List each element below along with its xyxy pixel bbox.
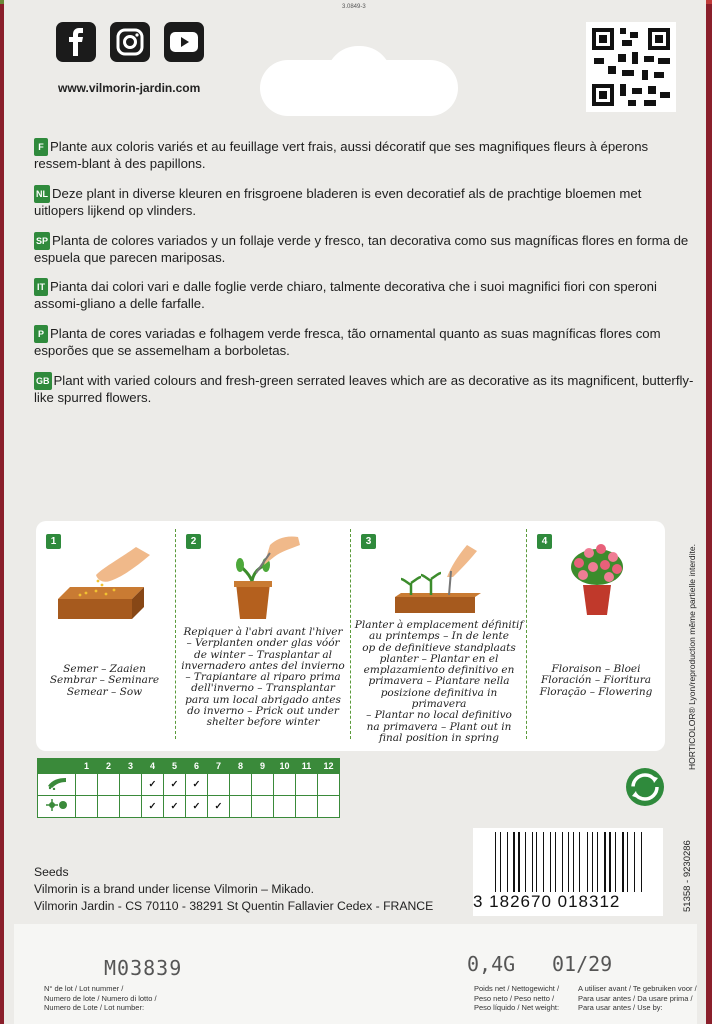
print-code: 3.0849-3 — [342, 4, 366, 10]
month-header: 7 — [208, 759, 230, 774]
step-1 — [36, 521, 173, 751]
language-badge: GB — [34, 372, 52, 390]
barcode-bar — [546, 832, 547, 892]
month-header: 6 — [186, 759, 208, 774]
calendar-row — [38, 774, 340, 796]
barcode-bar — [559, 832, 561, 892]
weight-labels: Poids net / Nettogewicht / Peso neto / Peso netto / Peso líquido / Net weight: — [474, 984, 560, 1012]
barcode-bar — [504, 832, 506, 892]
calendar-cell — [76, 796, 98, 818]
step-4-text: Floraison – Bloei Floración – Fioritura Floração – Flowering — [539, 663, 653, 698]
calendar-cell — [274, 774, 296, 796]
calendar-cell: ✓ — [142, 796, 164, 818]
description-nl — [34, 185, 694, 219]
barcode-bar — [589, 832, 590, 892]
month-header: 3 — [120, 759, 142, 774]
month-header: 12 — [318, 759, 340, 774]
calendar-corner — [38, 759, 76, 774]
copyright-vertical-text: HORTICOLOR® Lyon/reproduction même partielle interdite. — [687, 544, 697, 770]
calendar-cell — [120, 774, 142, 796]
description-f — [34, 138, 694, 172]
calendar-cell — [252, 774, 274, 796]
calendar-cell — [120, 796, 142, 818]
description-text: Deze plant in diverse kleuren en frisgroene bladeren is even decoratief als de prachtige bloemen met uitlopers lijkend op vlinders. — [34, 185, 642, 218]
calendar-cell — [318, 774, 340, 796]
sowing-calendar — [37, 758, 340, 818]
language-badge: P — [34, 325, 48, 343]
step-3 — [351, 521, 526, 751]
instagram-icon[interactable] — [110, 22, 150, 62]
transplant-illustration — [226, 535, 306, 619]
barcode-bar — [577, 832, 578, 892]
step-number: 2 — [186, 534, 201, 549]
barcode-bar — [518, 832, 520, 892]
lot-labels: N° de lot / Lot nummer / Numero de lote / Numero di lotto / Numero de Lote / Lot number: — [44, 984, 157, 1012]
calendar-cell — [230, 774, 252, 796]
calendar-cell: ✓ — [208, 796, 230, 818]
barcode-bar — [516, 832, 517, 892]
barcode-bar — [609, 832, 610, 892]
lot-number: M03839 — [104, 956, 183, 980]
month-header: 9 — [252, 759, 274, 774]
barcode-bar — [642, 832, 643, 892]
barcode-bar — [513, 832, 514, 892]
barcode-bar — [622, 832, 623, 892]
barcode-bar — [636, 832, 637, 892]
barcode-bar — [552, 832, 553, 892]
step-1-text: Semer – Zaaien Sembrar – Seminare Semear – Sow — [49, 663, 160, 698]
calendar-cell — [98, 796, 120, 818]
calendar-row — [38, 796, 340, 818]
barcode-bar — [604, 832, 606, 892]
growing-steps-panel — [36, 521, 665, 751]
barcode-bar — [497, 832, 498, 892]
seed-packet-back — [4, 0, 706, 1024]
month-header: 2 — [98, 759, 120, 774]
barcode-bar — [582, 832, 584, 892]
barcode-bar — [507, 832, 508, 892]
barcode-bar — [592, 832, 593, 892]
sowing-hand-icon — [38, 774, 76, 796]
barcode-bar — [579, 832, 580, 892]
barcode-bar — [495, 832, 496, 892]
barcode-number: 3 182670 018312 — [473, 892, 621, 911]
calendar-cell: ✓ — [142, 774, 164, 796]
barcode-bar — [528, 832, 529, 892]
barcode-bar — [555, 832, 556, 892]
step-2-text: Repiquer à l'abri avant l'hiver – Verplanten onder glas vóór de winter – Trasplantar al invernadero antes del invierno – Trapiantare al riparo prima dell'inverno – Transplantar para um local abrigado antes do inverno – Prick out under shelter before winter — [181, 626, 345, 729]
barcode-bar — [587, 832, 588, 892]
barcode-bar — [627, 832, 628, 892]
barcode-bar — [525, 832, 526, 892]
barcode-bar — [600, 832, 601, 892]
month-header: 4 — [142, 759, 164, 774]
description-text: Planta de colores variados y un follaje verde y fresco, tan decorativa como sus magníficas flores en forma de espuela que parecen mariposas. — [34, 232, 689, 265]
barcode-bar — [523, 832, 524, 892]
barcode-bar — [573, 832, 574, 892]
calendar-cell — [252, 796, 274, 818]
flower-sun-icon — [38, 796, 76, 818]
language-badge: NL — [34, 185, 50, 203]
step-number: 4 — [537, 534, 552, 549]
description-text: Plant with varied colours and fresh-green serrated leaves which are as decorative as its magnificent, butterfly-like spurred flowers. — [34, 372, 694, 405]
calendar-cell: ✓ — [164, 796, 186, 818]
barcode-bar — [540, 832, 542, 892]
barcode-bar — [532, 832, 533, 892]
green-dot-icon — [626, 768, 664, 806]
month-header: 10 — [274, 759, 296, 774]
barcode-bar — [536, 832, 537, 892]
description-text: Plante aux coloris variés et au feuillage vert frais, aussi décoratif que ses magnifiques fleurs à éperons ressem-blant à des papillons. — [34, 139, 649, 171]
language-badge: SP — [34, 232, 50, 250]
barcode-bar — [543, 832, 544, 892]
barcode-bar — [565, 832, 566, 892]
calendar-cell — [318, 796, 340, 818]
barcode-bar — [614, 832, 615, 892]
description-it — [34, 278, 694, 312]
barcode-bar — [634, 832, 635, 892]
product-code-vertical: 51358 - 9230286 — [682, 840, 693, 912]
calendar-cell — [98, 774, 120, 796]
description-sp — [34, 232, 694, 266]
bottom-flap — [14, 924, 697, 1024]
barcode — [473, 828, 663, 916]
step-3-text: Planter à emplacement définitif au printemps – In de lente op de definitieve standplaats planter – Plantar en el emplazamiento definitivo en primavera – Piantare nella posizione definitiva in primavera – Plantar no local definitivo na primavera – Plant out in final position in spring — [354, 619, 524, 744]
barcode-bar — [641, 832, 642, 892]
calendar-cell — [274, 796, 296, 818]
sowing-illustration — [56, 537, 156, 621]
youtube-icon[interactable] — [164, 22, 204, 62]
calendar-cell: ✓ — [186, 796, 208, 818]
barcode-bar — [618, 832, 619, 892]
description-gb — [34, 372, 694, 406]
flowering-pot-illustration — [565, 537, 629, 617]
website-link[interactable]: www.vilmorin-jardin.com — [58, 81, 201, 95]
description-text: Planta de cores variadas e folhagem verde fresca, tão ornamental quanto as suas magníficas flores com esporões que se assemelham a borboletas. — [34, 326, 661, 359]
net-weight: 0,4G — [467, 952, 516, 976]
plant-out-illustration — [391, 537, 481, 617]
facebook-icon[interactable] — [56, 22, 96, 62]
step-number: 3 — [361, 534, 376, 549]
date-labels: A utiliser avant / Te gebruiken voor / Para usar antes / Da usare prima / Para usar antes / Use by: — [578, 984, 697, 1012]
step-4 — [527, 521, 665, 751]
use-by-date: 01/29 — [552, 952, 613, 976]
calendar-cell — [208, 774, 230, 796]
language-badge: IT — [34, 278, 48, 296]
barcode-bar — [550, 832, 551, 892]
month-header: 5 — [164, 759, 186, 774]
language-badge: F — [34, 138, 48, 156]
barcode-bar — [631, 832, 633, 892]
hanger-hole — [260, 60, 458, 116]
barcode-bar — [570, 832, 571, 892]
description-p — [34, 325, 694, 359]
calendar-cell — [296, 796, 318, 818]
barcode-bar — [615, 832, 616, 892]
barcode-bars — [495, 832, 645, 892]
calendar-cell: ✓ — [186, 774, 208, 796]
month-header: 1 — [76, 759, 98, 774]
calendar-cell — [230, 796, 252, 818]
barcode-bar — [568, 832, 569, 892]
calendar-cell — [296, 774, 318, 796]
barcode-bar — [625, 832, 626, 892]
calendar-cell: ✓ — [164, 774, 186, 796]
month-header: 8 — [230, 759, 252, 774]
barcode-bar — [562, 832, 563, 892]
calendar-cell — [76, 774, 98, 796]
barcode-bar — [595, 832, 596, 892]
step-2 — [176, 521, 351, 751]
legal-text: Seeds Vilmorin is a brand under license Vilmorin – Mikado. Vilmorin Jardin - CS 70110 - 38291 St Quentin Fallavier Cedex - FRANCE — [34, 865, 434, 913]
barcode-bar — [597, 832, 598, 892]
step-number: 1 — [46, 534, 61, 549]
month-header: 11 — [296, 759, 318, 774]
descriptions — [34, 138, 694, 419]
description-text: Pianta dai colori vari e dalle foglie verde chiaro, talmente decorativa che i suoi magnifici fiori con speroni assomi-gliano a delle farfalle. — [34, 279, 657, 312]
barcode-bar — [607, 832, 608, 892]
barcode-bar — [500, 832, 501, 892]
qr-code[interactable] — [586, 22, 676, 112]
barcode-bar — [534, 832, 535, 892]
barcode-bar — [509, 832, 510, 892]
